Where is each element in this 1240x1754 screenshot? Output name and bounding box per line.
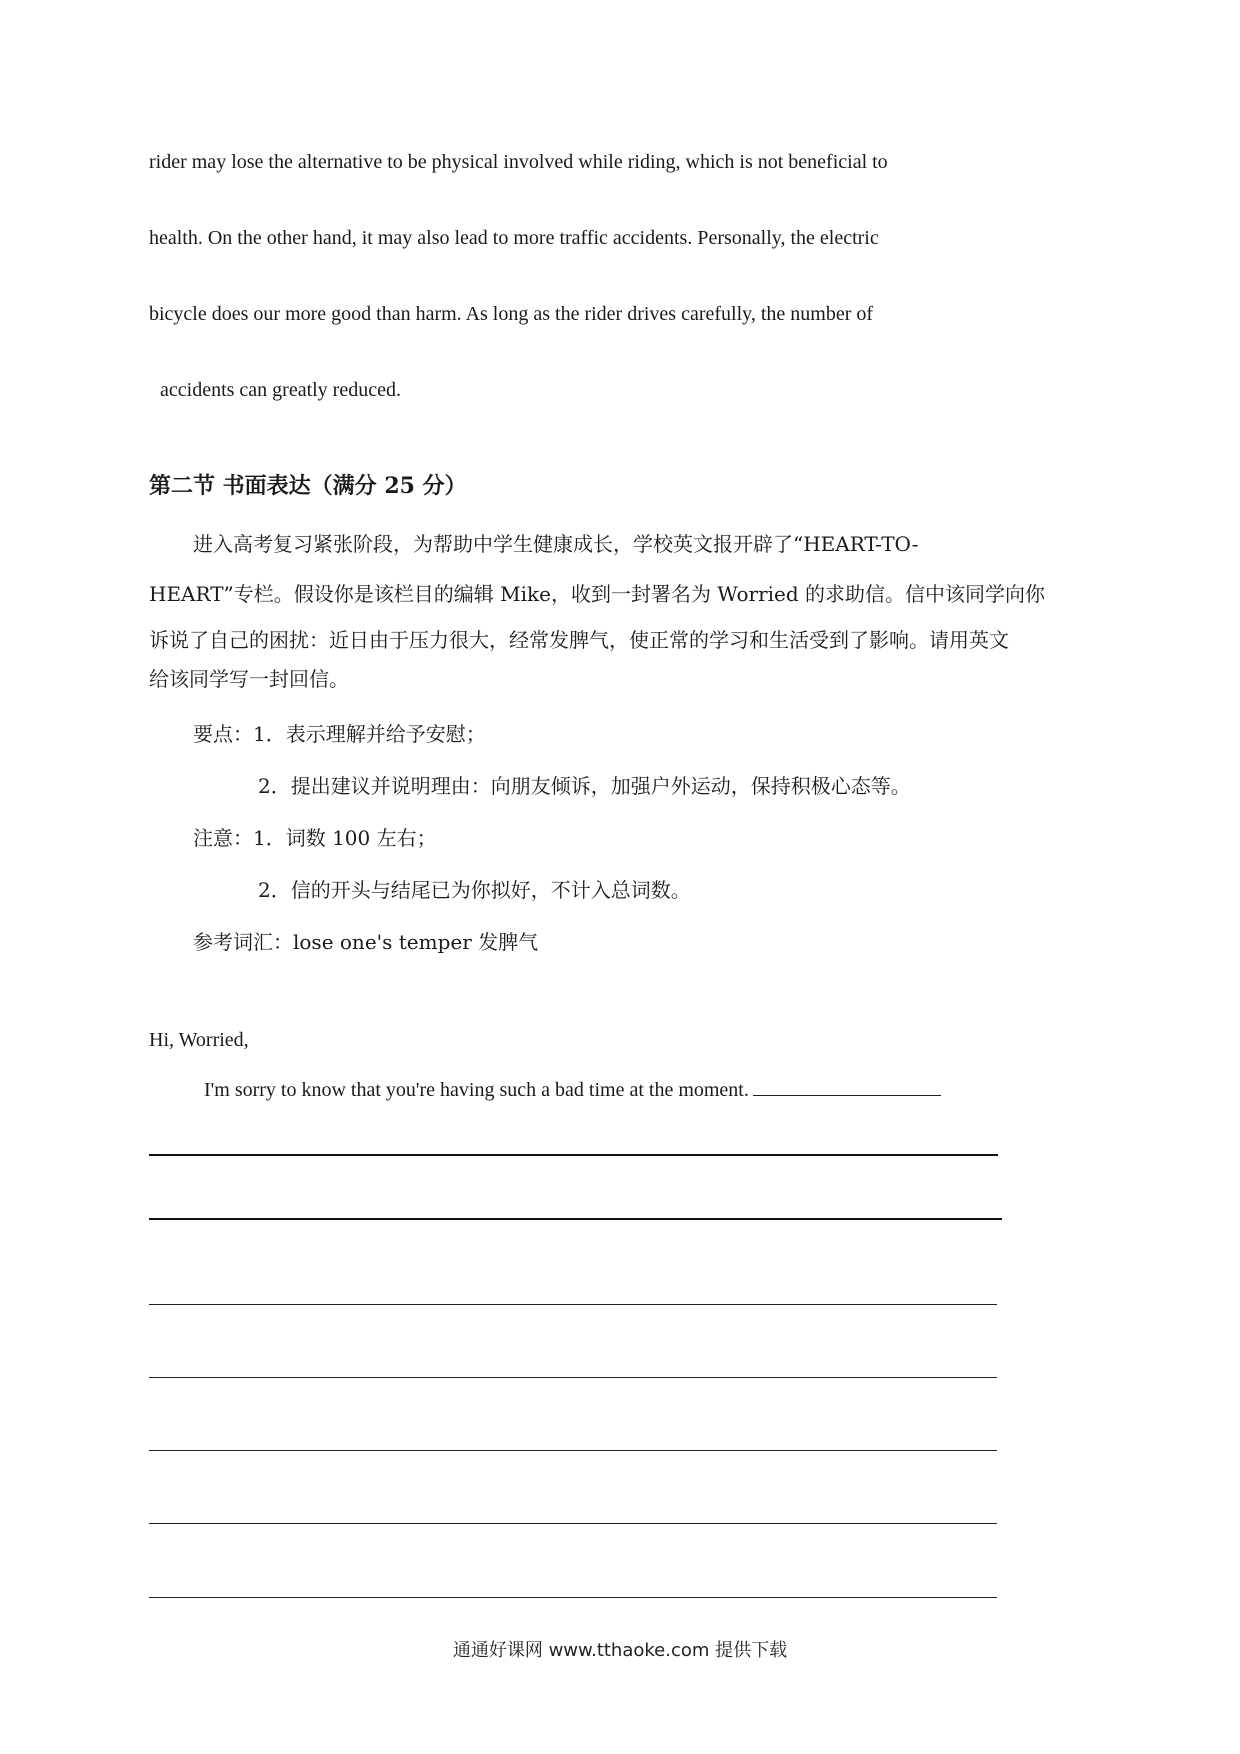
essay-line-2: health. On the other hand, it may also lead to more traffic accidents. Personally, the electric xyxy=(149,227,879,249)
prompt-line-2: HEART”专栏。假设你是该栏目的编辑 Mike，收到一封署名为 Worried 的求助信。信中该同学向你 xyxy=(149,582,1046,606)
answer-line-1[interactable] xyxy=(149,1154,998,1156)
answer-line-3[interactable] xyxy=(149,1304,997,1305)
letter-greeting: Hi, Worried, xyxy=(149,1029,249,1051)
notes-label: 注意：1．词数 100 左右； xyxy=(193,826,437,850)
answer-line-6[interactable] xyxy=(149,1523,997,1524)
essay-line-1: rider may lose the alternative to be physical involved while riding, which is not beneficial to xyxy=(149,151,888,173)
essay-line-4: accidents can greatly reduced. xyxy=(160,379,401,401)
answer-line-5[interactable] xyxy=(149,1450,997,1451)
answer-blank-inline[interactable] xyxy=(753,1077,941,1096)
prompt-line-3: 诉说了自己的困扰：近日由于压力很大，经常发脾气，使正常的学习和生活受到了影响。请用英文 xyxy=(149,628,1009,652)
answer-line-7[interactable] xyxy=(149,1597,997,1598)
section-heading: 第二节 书面表达（满分 25 分） xyxy=(149,473,467,499)
answer-line-4[interactable] xyxy=(149,1377,997,1378)
prompt-line-1: 进入高考复习紧张阶段，为帮助中学生健康成长，学校英文报开辟了“HEART-TO- xyxy=(193,532,919,556)
letter-opening-row xyxy=(204,1077,941,1102)
answer-line-2[interactable] xyxy=(149,1218,1002,1220)
points-label: 要点：1．表示理解并给予安慰； xyxy=(193,722,486,746)
essay-line-3: bicycle does our more good than harm. As long as the rider drives carefully, the number of xyxy=(149,303,874,325)
letter-opening: I'm sorry to know that you're having such a bad time at the moment. xyxy=(204,1079,749,1101)
points-item-2: 2．提出建议并说明理由：向朋友倾诉，加强户外运动，保持积极心态等。 xyxy=(258,774,911,798)
prompt-line-4: 给该同学写一封回信。 xyxy=(149,667,349,691)
notes-item-2: 2．信的开头与结尾已为你拟好，不计入总词数。 xyxy=(258,878,691,902)
page-footer: 通通好课网 www.tthaoke.com 提供下载 xyxy=(452,1640,788,1661)
vocab-reference: 参考词汇：lose one's temper 发脾气 xyxy=(193,930,539,954)
